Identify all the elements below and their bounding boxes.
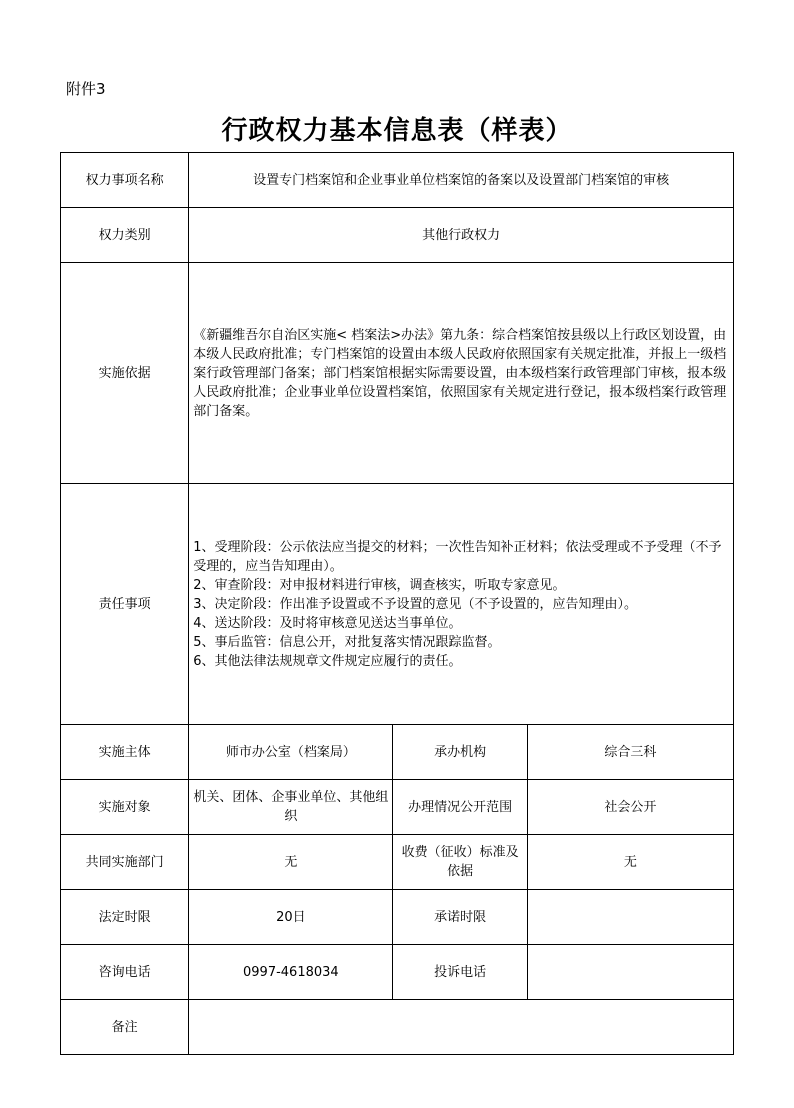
- info-table: [60, 152, 734, 1055]
- target-value: 机关、团体、企事业单位、其他组织: [189, 780, 393, 835]
- joint-dept-label: 共同实施部门: [61, 835, 189, 890]
- responsibility-list: [189, 484, 734, 725]
- target-label: 实施对象: [61, 780, 189, 835]
- item-name-value: 设置专门档案馆和企业事业单位档案馆的备案以及设置部门档案馆的审核: [189, 153, 734, 208]
- disclosure-scope-label: 办理情况公开范围: [393, 780, 527, 835]
- item-name-label: 权力事项名称: [61, 153, 189, 208]
- fee-label: 收费（征收）标准及依据: [393, 835, 527, 890]
- row-time-limit: [61, 890, 734, 945]
- basis-label: 实施依据: [61, 263, 189, 484]
- responsibility-item-5: 5、事后监管：信息公开，对批复落实情况跟踪监督。: [193, 634, 501, 650]
- row-joint: [61, 835, 734, 890]
- subject-label: 实施主体: [61, 725, 189, 780]
- joint-dept-value: 无: [189, 835, 393, 890]
- row-phone: [61, 945, 734, 1000]
- row-basis: [61, 263, 734, 484]
- consult-phone-label: 咨询电话: [61, 945, 189, 1000]
- responsibility-item-3: 3、决定阶段：作出准予设置或不予设置的意见（不予设置的，应告知理由）。: [193, 596, 637, 612]
- promise-limit-value: [527, 890, 733, 945]
- time-limit-label: 法定时限: [61, 890, 189, 945]
- row-category: [61, 208, 734, 263]
- responsibility-item-6: 6、其他法律法规规章文件规定应履行的责任。: [193, 653, 462, 669]
- row-subject: [61, 725, 734, 780]
- row-responsibility: [61, 484, 734, 725]
- category-label: 权力类别: [61, 208, 189, 263]
- remarks-label: 备注: [61, 1000, 189, 1055]
- responsibility-item-4: 4、送达阶段：及时将审核意见送达当事单位。: [193, 615, 462, 631]
- row-remarks: [61, 1000, 734, 1055]
- disclosure-scope-value: 社会公开: [527, 780, 733, 835]
- remarks-value: [189, 1000, 734, 1055]
- page-title: 行政权力基本信息表（样表）: [221, 116, 573, 146]
- agency-label: 承办机构: [393, 725, 527, 780]
- category-value: 其他行政权力: [189, 208, 734, 263]
- agency-value: 综合三科: [527, 725, 733, 780]
- responsibility-item-1: 1、受理阶段：公示依法应当提交的材料；一次性告知补正材料；依法受理或不予受理（不予受理的，应当告知理由）。: [193, 539, 722, 574]
- complaint-phone-label: 投诉电话: [393, 945, 527, 1000]
- consult-phone-value: 0997-4618034: [189, 945, 393, 1000]
- complaint-phone-value: [527, 945, 733, 1000]
- responsibility-label: 责任事项: [61, 484, 189, 725]
- row-target: [61, 780, 734, 835]
- time-limit-value: 20日: [189, 890, 393, 945]
- row-item-name: [61, 153, 734, 208]
- subject-value: 师市办公室（档案局）: [189, 725, 393, 780]
- responsibility-item-2: 2、审查阶段：对申报材料进行审核，调查核实，听取专家意见。: [193, 577, 566, 593]
- basis-value: 《新疆维吾尔自治区实施< 档案法>办法》第九条：综合档案馆按县级以上行政区划设置，由本级人民政府批准；专门档案馆的设置由本级人民政府依照国家有关规定批准，并报上一级档案行政管理部门备案；部门档案馆根据实际需要设置，由本级档案行政管理部门审核，报本级人民政府批准；企业事业单位设置档案馆，依照国家有关规定进行登记，报本级档案行政管理部门备案。: [189, 263, 734, 484]
- attachment-label: 附件3: [66, 80, 106, 98]
- promise-limit-label: 承诺时限: [393, 890, 527, 945]
- fee-value: 无: [527, 835, 733, 890]
